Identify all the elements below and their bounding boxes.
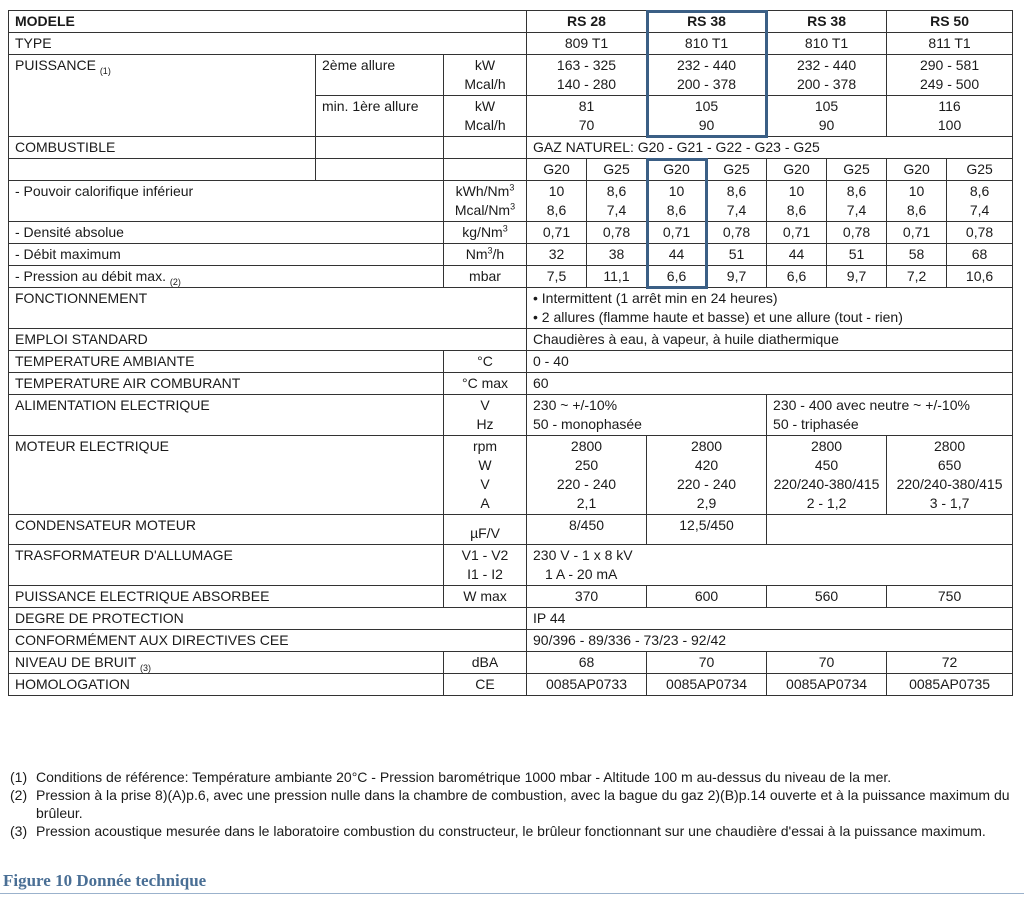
- moteur-cell: 2800 450 220/240-380/415 2 - 1,2: [767, 436, 887, 515]
- model-rs38: RS 38: [647, 11, 767, 33]
- densite-cell: 0,78: [707, 222, 767, 244]
- debit-cell: 51: [707, 244, 767, 266]
- pression-cell: 10,6: [947, 266, 1013, 288]
- densite-cell: 0,71: [887, 222, 947, 244]
- puissance-elec-cell: 370: [527, 586, 647, 608]
- bruit-cell: 72: [887, 652, 1013, 674]
- table-row: [9, 11, 1013, 33]
- allure1-cell: 105 90: [767, 96, 887, 137]
- debit-cell: 44: [767, 244, 827, 266]
- type-value: 811 T1: [887, 33, 1013, 55]
- homologation-cell: 0085AP0733: [527, 674, 647, 696]
- type-value: 810 T1: [767, 33, 887, 55]
- degre-value: IP 44: [527, 608, 1013, 630]
- gas-header: G20: [767, 159, 827, 181]
- temp-amb-unit: °C: [444, 351, 527, 373]
- gas-header: G25: [947, 159, 1013, 181]
- model-rs28: RS 28: [527, 11, 647, 33]
- pression-unit: mbar: [444, 266, 527, 288]
- allure1-cell: 105 90: [647, 96, 767, 137]
- pouvoir-cell: 8,6 7,4: [947, 181, 1013, 222]
- debit-cell: 68: [947, 244, 1013, 266]
- bottom-divider: [0, 893, 1024, 894]
- bruit-cell: 70: [767, 652, 887, 674]
- pression-cell: 11,1: [587, 266, 647, 288]
- modele-label: MODELE: [9, 11, 316, 33]
- gas-header: G20: [647, 159, 707, 181]
- temp-amb-value: 0 - 40: [527, 351, 1013, 373]
- debit-cell: 32: [527, 244, 587, 266]
- table-row: [9, 515, 1013, 545]
- allure1-cell: 81 70: [527, 96, 647, 137]
- gas-header: G20: [527, 159, 587, 181]
- alimentation-units: V Hz: [444, 395, 527, 436]
- alimentation-label: ALIMENTATION ELECTRIQUE: [9, 395, 444, 436]
- alimentation-tri: 230 - 400 avec neutre ~ +/-10% 50 - triphasée: [767, 395, 1013, 436]
- pression-label: - Pression au débit max. $_{(2)}$: [9, 266, 316, 288]
- pression-cell: 7,5: [527, 266, 587, 288]
- table-row: [9, 266, 1013, 288]
- pouvoir-cell: 8,6 7,4: [587, 181, 647, 222]
- table-row: [9, 55, 1013, 96]
- fonctionnement-label: FONCTIONNEMENT: [9, 288, 316, 329]
- table-row: [9, 395, 1013, 436]
- temp-air-unit: °C max: [444, 373, 527, 395]
- densite-cell: 0,78: [827, 222, 887, 244]
- homologation-cell: 0085AP0734: [767, 674, 887, 696]
- pression-cell: 6,6: [767, 266, 827, 288]
- fonctionnement-value: • Intermittent (1 arrêt min en 24 heures) • 2 allures (flamme haute et basse) et une allure (tout - rien): [527, 288, 1013, 329]
- type-label: TYPE: [9, 33, 316, 55]
- temp-air-value: 60: [527, 373, 1013, 395]
- pouvoir-cell: 8,6 7,4: [827, 181, 887, 222]
- debit-label: - Débit maximum: [9, 244, 316, 266]
- footnote-2: (2) Pression à la prise 8)(A)p.6, avec une pression nulle dans la chambre de combustion, avec la bague du gaz 2)(B)p.14 ouverte et à la puissance maximum du brûleur.: [10, 787, 1010, 821]
- table-row: [9, 33, 1013, 55]
- condensateur-unit: µF/V: [444, 515, 527, 545]
- gas-header: G25: [587, 159, 647, 181]
- figure-caption: Figure 10 Donnée technique: [3, 871, 207, 890]
- puissance-elec-label: PUISSANCE ELECTRIQUE ABSORBEE: [9, 586, 444, 608]
- allure2-label: 2ème allure: [316, 55, 444, 96]
- type-value: 810 T1: [647, 33, 767, 55]
- pouvoir-cell: 10 8,6: [647, 181, 707, 222]
- allure2-cell: 232 - 440 200 - 378: [767, 55, 887, 96]
- bruit-unit: dBA: [444, 652, 527, 674]
- model-rs38-b: RS 38: [767, 11, 887, 33]
- pouvoir-cell: 10 8,6: [887, 181, 947, 222]
- combustible-label: COMBUSTIBLE: [9, 137, 316, 159]
- pression-cell: 9,7: [827, 266, 887, 288]
- table-row: [9, 373, 1013, 395]
- densite-cell: 0,71: [647, 222, 707, 244]
- moteur-label: MOTEUR ELECTRIQUE: [9, 436, 444, 515]
- transformateur-value: 230 V - 1 x 8 kV 1 A - 20 mA: [527, 545, 1013, 586]
- moteur-cell: 2800 250 220 - 240 2,1: [527, 436, 647, 515]
- footnotes: [10, 768, 1015, 840]
- debit-cell: 58: [887, 244, 947, 266]
- densite-cell: 0,78: [587, 222, 647, 244]
- pression-cell: 6,6: [647, 266, 707, 288]
- table-row: [9, 137, 1013, 159]
- table-row: [9, 159, 1013, 181]
- gas-header: G20: [887, 159, 947, 181]
- table-row: [9, 608, 1013, 630]
- pression-cell: 9,7: [707, 266, 767, 288]
- allure1-cell: 116 100: [887, 96, 1013, 137]
- debit-cell: 44: [647, 244, 707, 266]
- bruit-label: NIVEAU DE BRUIT $_{(3)}$: [9, 652, 444, 674]
- table-row: [9, 351, 1013, 373]
- debit-cell: 51: [827, 244, 887, 266]
- table-row: [9, 222, 1013, 244]
- moteur-cell: 2800 650 220/240-380/415 3 - 1,7: [887, 436, 1013, 515]
- allure2-cell: 232 - 440 200 - 378: [647, 55, 767, 96]
- emploi-label: EMPLOI STANDARD: [9, 329, 316, 351]
- densite-cell: 0,78: [947, 222, 1013, 244]
- table-row: [9, 652, 1013, 674]
- puissance-elec-cell: 600: [647, 586, 767, 608]
- puissance-elec-unit: W max: [444, 586, 527, 608]
- condensateur-cell: 8/450: [527, 515, 647, 545]
- table-row: [9, 436, 1013, 515]
- pouvoir-cell: 8,6 7,4: [707, 181, 767, 222]
- conformement-label: CONFORMÉMENT AUX DIRECTIVES CEE: [9, 630, 316, 652]
- gas-header: G25: [827, 159, 887, 181]
- homologation-cell: 0085AP0734: [647, 674, 767, 696]
- bruit-cell: 68: [527, 652, 647, 674]
- table-row: [9, 96, 1013, 137]
- pouvoir-units: kWh/Nm$^3$ Mcal/Nm$^3$: [444, 181, 527, 222]
- densite-label: - Densité absolue: [9, 222, 316, 244]
- degre-label: DEGRE DE PROTECTION: [9, 608, 316, 630]
- pression-cell: 7,2: [887, 266, 947, 288]
- table-row: [9, 545, 1013, 586]
- densite-cell: 0,71: [527, 222, 587, 244]
- model-rs50: RS 50: [887, 11, 1013, 33]
- temp-amb-label: TEMPERATURE AMBIANTE: [9, 351, 444, 373]
- condensateur-label: CONDENSATEUR MOTEUR: [9, 515, 444, 545]
- allure2-units: kW Mcal/h: [444, 55, 527, 96]
- homologation-label: HOMOLOGATION: [9, 674, 444, 696]
- table-row: [9, 244, 1013, 266]
- table-row: [9, 674, 1013, 696]
- table-row: [9, 288, 1013, 329]
- densite-cell: 0,71: [767, 222, 827, 244]
- footnote-1: (1) Conditions de référence: Température ambiante 20°C - Pression barométrique 1000 mbar - Altitude 100 m au-dessus du niveau de la mer.: [10, 769, 892, 785]
- alimentation-mono: 230 ~ +/-10% 50 - monophasée: [527, 395, 767, 436]
- puissance-elec-cell: 750: [887, 586, 1013, 608]
- type-value: 809 T1: [527, 33, 647, 55]
- allure1-label: min. 1ère allure: [316, 96, 444, 137]
- table-row: [9, 630, 1013, 652]
- condensateur-cell: 12,5/450: [647, 515, 767, 545]
- combustible-value: GAZ NATUREL: G20 - G21 - G22 - G23 - G25: [527, 137, 1013, 159]
- bruit-cell: 70: [647, 652, 767, 674]
- table-row: [9, 586, 1013, 608]
- transformateur-label: TRASFORMATEUR D'ALLUMAGE: [9, 545, 444, 586]
- temp-air-label: TEMPERATURE AIR COMBURANT: [9, 373, 444, 395]
- pouvoir-cell: 10 8,6: [767, 181, 827, 222]
- allure2-cell: 290 - 581 249 - 500: [887, 55, 1013, 96]
- puissance-label: PUISSANCE $_{(1)}$: [9, 55, 316, 96]
- pouvoir-label: - Pouvoir calorifique inférieur: [9, 181, 316, 222]
- allure1-units: kW Mcal/h: [444, 96, 527, 137]
- pouvoir-cell: 10 8,6: [527, 181, 587, 222]
- homologation-unit: CE: [444, 674, 527, 696]
- emploi-value: Chaudières à eau, à vapeur, à huile diathermique: [527, 329, 1013, 351]
- moteur-units: rpm W V A: [444, 436, 527, 515]
- table-row: [9, 181, 1013, 222]
- table-row: [9, 329, 1013, 351]
- densite-unit: kg/Nm$^3$: [444, 222, 527, 244]
- debit-cell: 38: [587, 244, 647, 266]
- allure2-cell: 163 - 325 140 - 280: [527, 55, 647, 96]
- transformateur-units: V1 - V2 I1 - I2: [444, 545, 527, 586]
- conformement-value: 90/396 - 89/336 - 73/23 - 92/42: [527, 630, 1013, 652]
- moteur-cell: 2800 420 220 - 240 2,9: [647, 436, 767, 515]
- homologation-cell: 0085AP0735: [887, 674, 1013, 696]
- technical-data-table: [8, 10, 1013, 696]
- gas-header: G25: [707, 159, 767, 181]
- debit-unit: Nm$^3$/h: [444, 244, 527, 266]
- puissance-elec-cell: 560: [767, 586, 887, 608]
- footnote-3: (3) Pression acoustique mesurée dans le laboratoire combustion du constructeur, le brûleur fonctionnant sur une chaudière d'essai à la puissance maximum.: [10, 823, 986, 839]
